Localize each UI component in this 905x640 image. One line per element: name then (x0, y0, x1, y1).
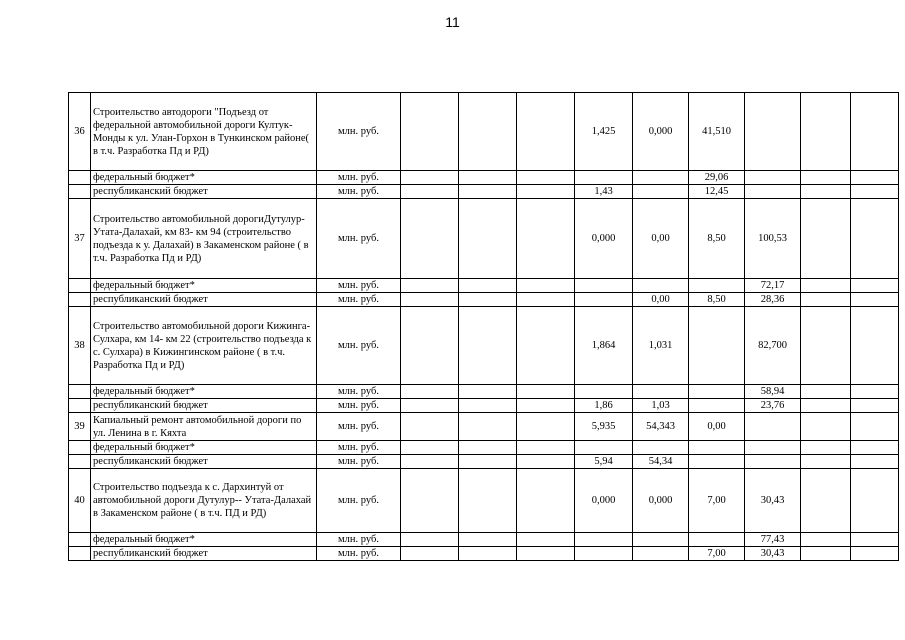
value-cell (633, 385, 689, 399)
value-cell (517, 413, 575, 441)
value-cell (459, 469, 517, 533)
value-cell (517, 547, 575, 561)
value-cell (459, 533, 517, 547)
value-cell (745, 185, 801, 199)
row-unit: млн. руб. (317, 533, 401, 547)
value-cell (517, 199, 575, 279)
value-cell: 54,343 (633, 413, 689, 441)
value-cell (801, 171, 851, 185)
value-cell (851, 93, 899, 171)
row-name: республиканский бюджет (91, 185, 317, 199)
value-cell: 0,000 (633, 469, 689, 533)
value-cell (633, 185, 689, 199)
value-cell (745, 413, 801, 441)
table-row-main (69, 93, 899, 171)
value-cell (517, 293, 575, 307)
value-cell (517, 533, 575, 547)
value-cell: 7,00 (689, 547, 745, 561)
value-cell (459, 385, 517, 399)
value-cell (801, 469, 851, 533)
value-cell (851, 547, 899, 561)
value-cell (459, 441, 517, 455)
value-cell (401, 399, 459, 413)
budget-table (68, 92, 899, 561)
value-cell: 29,06 (689, 171, 745, 185)
row-name: Строительство автодороги "Подъезд от федеральной автомобильной дороги Култук-Монды к ул. Улан-Горхон в Тункинском районе( в т.ч. Разработка Пд и РД) (91, 93, 317, 171)
value-cell (575, 293, 633, 307)
value-cell (459, 279, 517, 293)
value-cell (689, 307, 745, 385)
value-cell: 8,50 (689, 199, 745, 279)
row-unit: млн. руб. (317, 399, 401, 413)
value-cell (459, 293, 517, 307)
value-cell (801, 441, 851, 455)
table-row-main (69, 413, 899, 441)
value-cell (459, 547, 517, 561)
value-cell (689, 533, 745, 547)
value-cell (401, 385, 459, 399)
value-cell: 54,34 (633, 455, 689, 469)
value-cell (517, 279, 575, 293)
value-cell (851, 171, 899, 185)
value-cell: 8,50 (689, 293, 745, 307)
value-cell (401, 455, 459, 469)
value-cell: 82,700 (745, 307, 801, 385)
value-cell: 1,031 (633, 307, 689, 385)
table-row-sub (69, 279, 899, 293)
value-cell: 41,510 (689, 93, 745, 171)
value-cell (801, 185, 851, 199)
row-unit: млн. руб. (317, 469, 401, 533)
table-row-sub (69, 171, 899, 185)
value-cell: 7,00 (689, 469, 745, 533)
value-cell (401, 185, 459, 199)
table-row-main (69, 469, 899, 533)
value-cell (851, 185, 899, 199)
value-cell: 23,76 (745, 399, 801, 413)
value-cell (851, 307, 899, 385)
value-cell: 28,36 (745, 293, 801, 307)
value-cell (851, 385, 899, 399)
row-name: Строительство подъезда к с. Дархинтуй от автомобильной дороги Дутулур-- Утата-Далахай в Закаменском районе ( в т.ч. ПД и РД) (91, 469, 317, 533)
value-cell (459, 171, 517, 185)
value-cell (575, 547, 633, 561)
table-row-sub (69, 441, 899, 455)
row-name: республиканский бюджет (91, 399, 317, 413)
table-row-sub (69, 547, 899, 561)
value-cell (801, 547, 851, 561)
value-cell (851, 469, 899, 533)
value-cell (575, 441, 633, 455)
value-cell (801, 385, 851, 399)
value-cell (401, 469, 459, 533)
value-cell: 5,935 (575, 413, 633, 441)
value-cell (401, 93, 459, 171)
row-number (69, 547, 91, 561)
value-cell (689, 399, 745, 413)
value-cell: 1,03 (633, 399, 689, 413)
row-name: Строительство автомобильной дорогиДутулур-Утата-Далахай, км 83- км 94 (строительство подъезда к у. Далахай) в Закаменском районе ( в т.ч. Разработка Пд и РД) (91, 199, 317, 279)
row-name: федеральный бюджет* (91, 385, 317, 399)
value-cell: 0,00 (689, 413, 745, 441)
value-cell (401, 307, 459, 385)
value-cell (401, 533, 459, 547)
row-number (69, 455, 91, 469)
value-cell (517, 441, 575, 455)
value-cell (851, 441, 899, 455)
value-cell (633, 533, 689, 547)
row-name: республиканский бюджет (91, 547, 317, 561)
value-cell: 0,000 (575, 469, 633, 533)
row-number (69, 399, 91, 413)
value-cell (517, 399, 575, 413)
value-cell: 1,864 (575, 307, 633, 385)
value-cell (851, 533, 899, 547)
value-cell (517, 307, 575, 385)
value-cell (801, 293, 851, 307)
value-cell (801, 533, 851, 547)
row-number (69, 385, 91, 399)
row-unit: млн. руб. (317, 455, 401, 469)
value-cell: 0,000 (575, 199, 633, 279)
row-unit: млн. руб. (317, 199, 401, 279)
table-row-sub (69, 399, 899, 413)
value-cell (575, 533, 633, 547)
table-row-main (69, 307, 899, 385)
row-number (69, 293, 91, 307)
row-name: федеральный бюджет* (91, 441, 317, 455)
row-name: федеральный бюджет* (91, 533, 317, 547)
row-name: федеральный бюджет* (91, 279, 317, 293)
value-cell (575, 171, 633, 185)
value-cell (851, 413, 899, 441)
table-row-sub (69, 185, 899, 199)
value-cell (801, 93, 851, 171)
value-cell (517, 185, 575, 199)
value-cell (517, 93, 575, 171)
row-name: Строительство автомобильной дороги Кижинга-Сулхара, км 14- км 22 (строительство подъезда к с. Сулхара) в Кижингинском районе ( в т.ч. Разработка Пд и РД) (91, 307, 317, 385)
value-cell (851, 199, 899, 279)
page-number: 11 (445, 14, 460, 30)
value-cell (401, 413, 459, 441)
value-cell (745, 441, 801, 455)
value-cell (459, 93, 517, 171)
row-unit: млн. руб. (317, 441, 401, 455)
row-unit: млн. руб. (317, 547, 401, 561)
value-cell (801, 199, 851, 279)
value-cell: 1,86 (575, 399, 633, 413)
value-cell (517, 385, 575, 399)
table-row-main (69, 199, 899, 279)
value-cell (459, 399, 517, 413)
value-cell (401, 199, 459, 279)
value-cell (401, 547, 459, 561)
value-cell (517, 171, 575, 185)
value-cell (851, 293, 899, 307)
value-cell (851, 455, 899, 469)
value-cell (689, 279, 745, 293)
row-number (69, 279, 91, 293)
value-cell: 100,53 (745, 199, 801, 279)
value-cell (745, 93, 801, 171)
value-cell (633, 279, 689, 293)
row-unit: млн. руб. (317, 185, 401, 199)
table-row-sub (69, 533, 899, 547)
value-cell: 30,43 (745, 547, 801, 561)
row-number: 39 (69, 413, 91, 441)
row-name: Капиальный ремонт автомобильной дороги по ул. Ленина в г. Кяхта (91, 413, 317, 441)
row-unit: млн. руб. (317, 279, 401, 293)
value-cell: 5,94 (575, 455, 633, 469)
value-cell: 30,43 (745, 469, 801, 533)
value-cell (801, 399, 851, 413)
value-cell (517, 455, 575, 469)
table-row-sub (69, 455, 899, 469)
row-number: 36 (69, 93, 91, 171)
value-cell (851, 279, 899, 293)
row-name: республиканский бюджет (91, 455, 317, 469)
value-cell (459, 307, 517, 385)
value-cell (745, 171, 801, 185)
value-cell: 12,45 (689, 185, 745, 199)
value-cell: 1,43 (575, 185, 633, 199)
value-cell: 0,00 (633, 199, 689, 279)
row-number (69, 185, 91, 199)
value-cell (401, 171, 459, 185)
value-cell (689, 441, 745, 455)
value-cell (689, 455, 745, 469)
row-name: республиканский бюджет (91, 293, 317, 307)
row-number: 40 (69, 469, 91, 533)
row-number: 37 (69, 199, 91, 279)
value-cell (459, 413, 517, 441)
value-cell (801, 279, 851, 293)
row-unit: млн. руб. (317, 93, 401, 171)
value-cell (801, 455, 851, 469)
value-cell: 58,94 (745, 385, 801, 399)
row-unit: млн. руб. (317, 293, 401, 307)
value-cell (401, 279, 459, 293)
row-name: федеральный бюджет* (91, 171, 317, 185)
value-cell (575, 385, 633, 399)
value-cell: 1,425 (575, 93, 633, 171)
value-cell (633, 441, 689, 455)
value-cell (801, 413, 851, 441)
value-cell: 0,000 (633, 93, 689, 171)
value-cell: 77,43 (745, 533, 801, 547)
value-cell (459, 199, 517, 279)
value-cell (459, 185, 517, 199)
row-unit: млн. руб. (317, 171, 401, 185)
value-cell (851, 399, 899, 413)
row-number (69, 441, 91, 455)
table-row-sub (69, 293, 899, 307)
row-unit: млн. руб. (317, 307, 401, 385)
table-row-sub (69, 385, 899, 399)
row-unit: млн. руб. (317, 385, 401, 399)
value-cell (745, 455, 801, 469)
value-cell (401, 441, 459, 455)
row-number (69, 171, 91, 185)
value-cell (517, 469, 575, 533)
value-cell: 72,17 (745, 279, 801, 293)
value-cell (401, 293, 459, 307)
value-cell: 0,00 (633, 293, 689, 307)
row-unit: млн. руб. (317, 413, 401, 441)
value-cell (689, 385, 745, 399)
value-cell (633, 171, 689, 185)
value-cell (575, 279, 633, 293)
row-number (69, 533, 91, 547)
value-cell (459, 455, 517, 469)
value-cell (801, 307, 851, 385)
value-cell (633, 547, 689, 561)
row-number: 38 (69, 307, 91, 385)
